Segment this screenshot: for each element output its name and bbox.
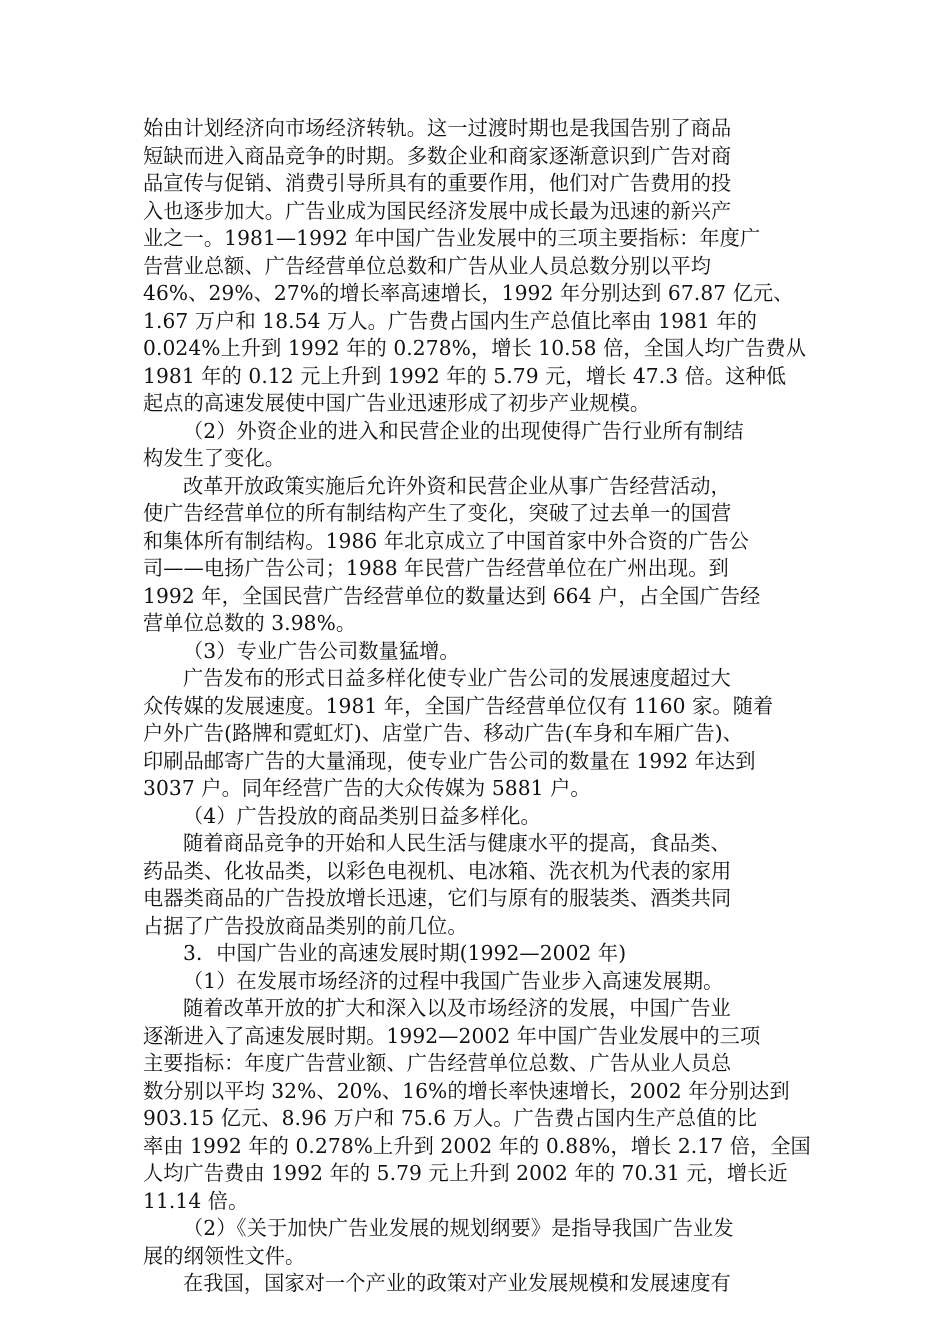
text-line: 率由 1992 年的 0.278%上升到 2002 年的 0.88%，增长 2.17 倍，全国 — [143, 1133, 811, 1158]
text-line: 数分别以平均 32%、20%、16%的增长率快速增长，2002 年分别达到 — [143, 1078, 790, 1103]
text-line: 始由计划经济向市场经济转轨。这一过渡时期也是我国告别了商品 — [143, 116, 732, 140]
text-line: 和集体所有制结构。1986 年北京成立了中国首家中外合资的广告公 — [143, 528, 750, 553]
text-line: 展的纲领性文件。 — [143, 1243, 306, 1268]
text-line: 使广告经营单位的所有制结构产生了变化，突破了过去单一的国营 — [143, 501, 732, 525]
text-line: 3037 户。同年经营广告的大众传媒为 5881 户。 — [143, 776, 591, 800]
text-line: （2）外资企业的进入和民营企业的出现使得广告行业所有制结 — [183, 418, 744, 443]
text-line: 短缺而进入商品竞争的时期。多数企业和商家逐渐意识到广告对商 — [143, 143, 732, 168]
text-line: 起点的高速发展使中国广告业迅速形成了初步产业规模。 — [143, 391, 651, 415]
text-line: 46%、29%、27%的增长率高速增长，1992 年分别达到 67.87 亿元、 — [143, 281, 794, 305]
text-line: 人均广告费由 1992 年的 5.79 元上升到 2002 年的 70.31 元，增长近 — [143, 1161, 788, 1185]
text-line: 品宣传与促销、消费引导所具有的重要作用，他们对广告费用的投 — [143, 171, 732, 195]
text-line: 1992 年，全国民营广告经营单位的数量达到 664 户，占全国广告经 — [143, 583, 761, 608]
text-line: 户外广告(路牌和霓虹灯)、店堂广告、移动广告(车身和车厢广告)、 — [143, 721, 743, 745]
text-line: 药品类、化妆品类，以彩色电视机、电冰箱、洗衣机为代表的家用 — [143, 858, 732, 883]
text-line: 营单位总数的 3.98%。 — [143, 611, 357, 635]
text-line: 众传媒的发展速度。1981 年，全国广告经营单位仅有 1160 家。随着 — [143, 693, 774, 718]
text-line: 电器类商品的广告投放增长迅速，它们与原有的服装类、酒类共同 — [143, 886, 732, 910]
text-line: 告营业总额、广告经营单位总数和广告从业人员总数分别以平均 — [143, 253, 712, 278]
document-body — [143, 115, 813, 1298]
text-line: 3．中国广告业的高速发展时期(1992—2002 年) — [183, 941, 627, 965]
text-line: 1981 年的 0.12 元上升到 1992 年的 5.79 元，增长 47.3 倍。这种低 — [143, 363, 787, 388]
text-line: 随着改革开放的扩大和深入以及市场经济的发展，中国广告业 — [183, 996, 731, 1020]
text-line: 司——电扬广告公司；1988 年民营广告经营单位在广州出现。到 — [143, 556, 729, 580]
text-line: 随着商品竞争的开始和人民生活与健康水平的提高，食品类、 — [183, 831, 731, 855]
text-line: 903.15 亿元、8.96 万户和 75.6 万人。广告费占国内生产总值的比 — [143, 1106, 758, 1130]
text-line: 1.67 万户和 18.54 万人。广告费占国内生产总值比率由 1981 年的 — [143, 308, 758, 333]
text-line: 主要指标：年度广告营业额、广告经营单位总数、广告从业人员总 — [143, 1051, 732, 1075]
text-line: 广告发布的形式日益多样化使专业广告公司的发展速度超过大 — [183, 666, 731, 690]
text-line: （2）《关于加快广告业发展的规划纲要》是指导我国广告业发 — [183, 1216, 734, 1240]
text-line: 11.14 倍。 — [143, 1188, 249, 1213]
text-line: 构发生了变化。 — [143, 446, 286, 470]
text-line: 占据了广告投放商品类别的前几位。 — [143, 913, 468, 938]
text-line: 0.024%上升到 1992 年的 0.278%，增长 10.58 倍，全国人均广告费从 — [143, 336, 806, 360]
text-line: 入也逐步加大。广告业成为国民经济发展中成长最为迅速的新兴产 — [143, 198, 732, 223]
text-line: （1）在发展市场经济的过程中我国广告业步入高速发展期。 — [183, 968, 724, 993]
text-line: 改革开放政策实施后允许外资和民营企业从事广告经营活动， — [183, 473, 731, 498]
text-line: 逐渐进入了高速发展时期。1992—2002 年中国广告业发展中的三项 — [143, 1023, 761, 1048]
text-line: 在我国，国家对一个产业的政策对产业发展规模和发展速度有 — [183, 1271, 731, 1295]
text-line: （3）专业广告公司数量猛增。 — [183, 638, 460, 663]
text-line: 业之一。1981—1992 年中国广告业发展中的三项主要指标：年度广 — [143, 226, 761, 250]
text-line: 印刷品邮寄广告的大量涌现，使专业广告公司的数量在 1992 年达到 — [143, 748, 756, 773]
text-line: （4）广告投放的商品类别日益多样化。 — [183, 803, 541, 828]
